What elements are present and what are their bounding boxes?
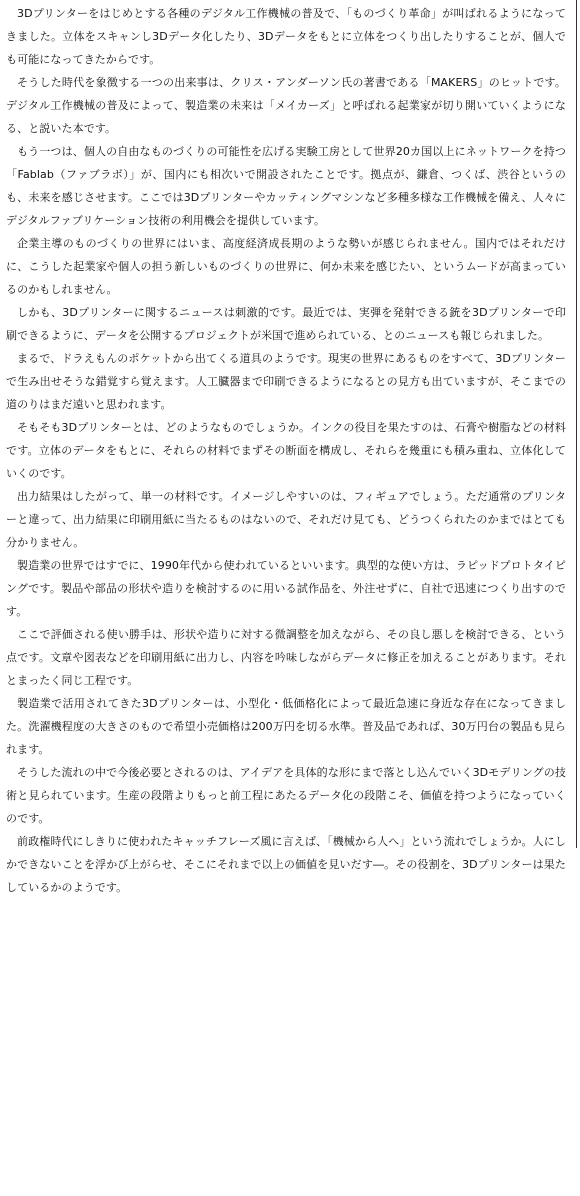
paragraph: もう一つは、個人の自由なものづくりの可能性を広げる実験工房として世界20カ国以上にネットワークを持つ「Fablab（ファブラボ）」が、国内にも相次いで開設されたことです。拠点が、鎌倉、つくば、渋谷というのも、未来を感じさせます。ここでは3Dプリンターやカッティングマシンなど多種多様な工作機械を備え、人々にデジタルファブリケーション技術の利用機会を提供しています。	[6, 145, 566, 227]
paragraph: 前政権時代にしきりに使われたキャッチフレーズ風に言えば、「機械から人へ」という流れでしょうか。人にしかできないことを浮かび上がらせ、そこにそれまで以上の価値を見いだす―。その役割を、3Dプリンターは果たしているかのようです。	[6, 835, 566, 894]
paragraph: そもそも3Dプリンターとは、どのようなものでしょうか。インクの役目を果たすのは、石膏や樹脂などの材料です。立体のデータをもとに、それらの材料でまずその断面を構成し、それらを幾重にも積み重ね、立体化していくのです。	[6, 421, 566, 480]
paragraph: 出力結果はしたがって、単一の材料です。イメージしやすいのは、フィギュアでしょう。ただ通常のプリンターと違って、出力結果に印刷用紙に当たるものはないので、それだけ見ても、どうつくられたのかまではとても分かりません。	[6, 490, 566, 549]
paragraph: 製造業の世界ではすでに、1990年代から使われているといいます。典型的な使い方は、ラピッドプロトタイピングです。製品や部品の形状や造りを検討するのに用いる試作品を、外注せずに、自社で迅速につくり出すのです。	[6, 559, 566, 618]
paragraph: ここで評価される使い勝手は、形状や造りに対する微調整を加えながら、その良し悪しを検討できる、という点です。文章や図表などを印刷用紙に出力し、内容を吟味しながらデータに修正を加えることがあります。それとまったく同じ工程です。	[6, 628, 566, 687]
paragraph: そうした流れの中で今後必要とされるのは、アイデアを具体的な形にまで落とし込んでいく3Dモデリングの技術と見られています。生産の段階よりもっと前工程にあたるデータ化の段階こそ、価値を持つようになっていくのです。	[6, 766, 566, 825]
paragraph: しかも、3Dプリンターに関するニュースは刺激的です。最近では、実弾を発射できる銃を3Dプリンターで印刷できるように、データを公開するプロジェクトが米国で進められている、とのニュースも報じられました。	[6, 306, 566, 342]
paragraph: 企業主導のものづくりの世界にはいま、高度経済成長期のような勢いが感じられません。国内ではそれだけに、こうした起業家や個人の担う新しいものづくりの世界に、何か未来を感じたい、というムードが高まっているのかもしれません。	[6, 237, 566, 296]
paragraph: 製造業で活用されてきた3Dプリンターは、小型化・低価格化によって最近急速に身近な存在になってきました。洗濯機程度の大きさのもので希望小売価格は200万円を切る水準。普及品であれば、30万円台の製品も見られます。	[6, 697, 566, 756]
paragraph: 3Dプリンターをはじめとする各種のデジタル工作機械の普及で、「ものづくり革命」が叫ばれるようになってきました。立体をスキャンし3Dデータ化したり、3Dデータをもとに立体をつくり出したりすることが、個人でも可能になってきたからです。	[6, 7, 566, 66]
right-margin-rule	[576, 0, 577, 848]
paragraph: まるで、ドラえもんのポケットから出てくる道具のようです。現実の世界にあるものをすべて、3Dプリンターで生み出せそうな錯覚すら覚えます。人工臓器まで印刷できるようになるとの見方も出ていますが、そこまでの道のりはまだ遠いと思われます。	[6, 352, 566, 411]
paragraph: そうした時代を象徴する一つの出来事は、クリス・アンダーソン氏の著書である「MAKERS」のヒットです。デジタル工作機械の普及によって、製造業の未来は「メイカーズ」と呼ばれる起業家が切り開いていくようになる、と説いた本です。	[6, 76, 566, 135]
